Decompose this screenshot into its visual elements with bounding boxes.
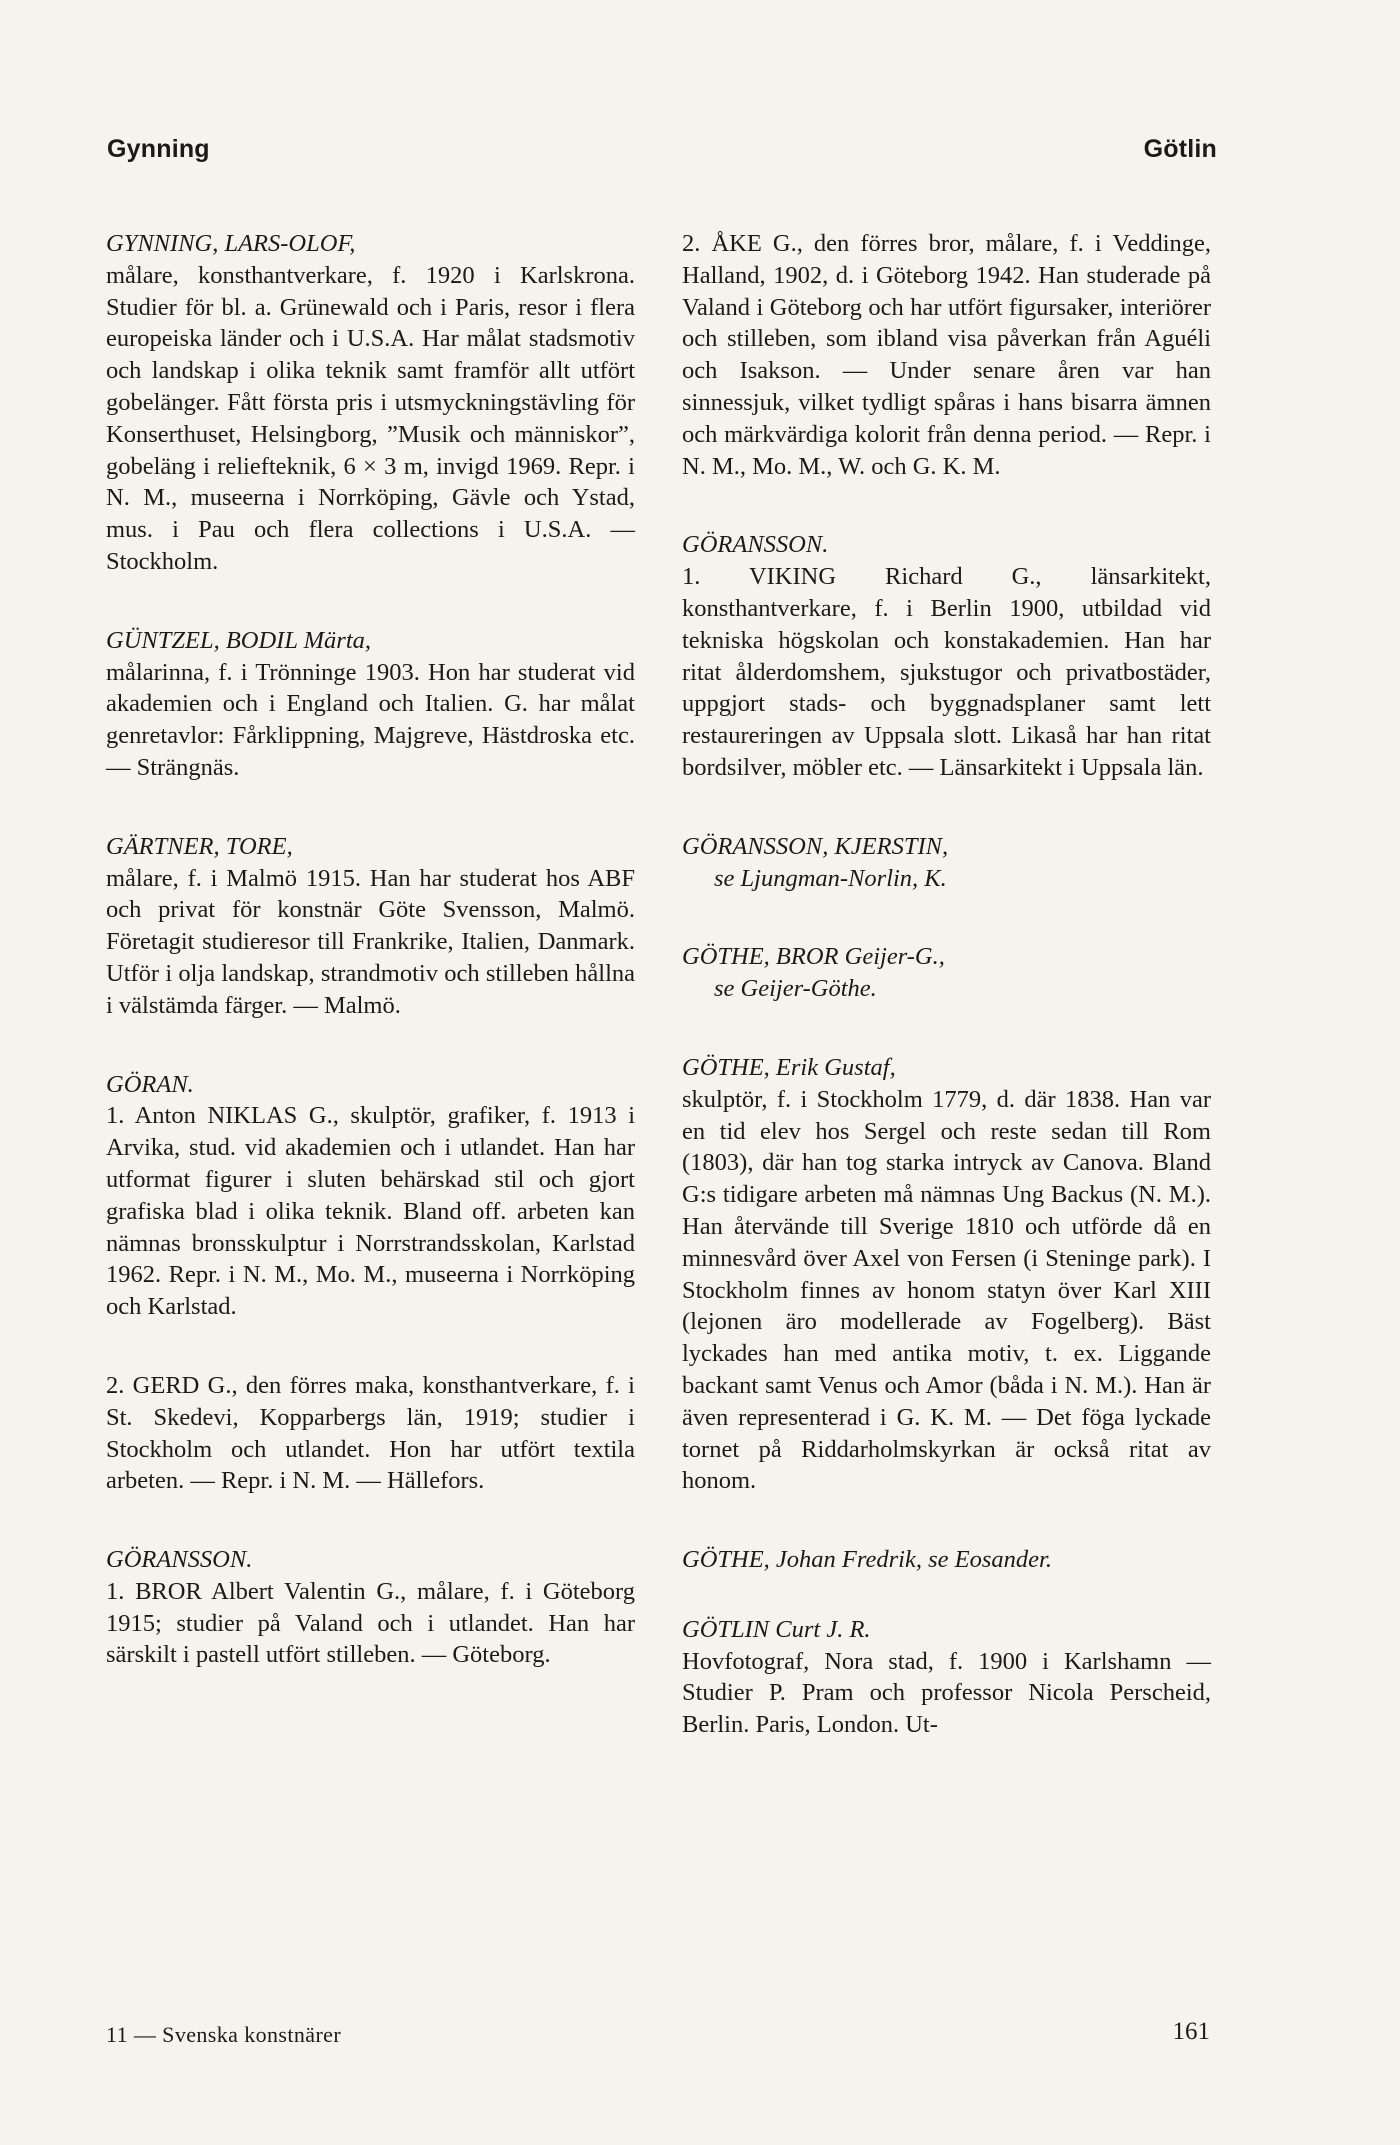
entry-goran-1: [106, 1069, 635, 1323]
entry-goransson-ake: [682, 228, 1211, 482]
entry-text: målare, konsthantverkare, f. 1920 i Karlskrona. Studier för bl. a. Grünewald och i Paris, resor i flera europeiska länder och i U.S.A. Har målat stadsmotiv och landskap i olika teknik samt framför allt utfört gobelänger. Fått första pris i utsmyckningstävling för Konserthuset, Helsingborg, ”Musik och människor”, gobeläng i reliefteknik, 6 × 3 m, invigd 1969. Repr. i N. M., museerna i Norrköping, Gävle och Ystad, mus. i Pau och flera collections i U.S.A. — Stockholm.: [106, 261, 635, 575]
entry-heading: GÖRANSSON, KJERSTIN,: [682, 832, 949, 860]
entry-heading: GÄRTNER, TORE,: [106, 832, 293, 860]
entry-gotlin: [682, 1614, 1211, 1741]
entry-heading: GYNNING, LARS-OLOF,: [106, 230, 356, 257]
entry-heading: GÖTHE, Erik Gustaf,: [682, 1053, 896, 1081]
entry-goran-2: [106, 1370, 635, 1497]
entry-guntzel: [106, 625, 635, 784]
running-head-left: Gynning: [107, 135, 210, 163]
entry-text: 2. GERD G., den förres maka, konsthantverkare, f. i St. Skedevi, Kopparbergs län, 1919; studier i Stockholm och utlandet. Hon har utfört textila arbeten. — Repr. i N. M. — Hällefors.: [106, 1371, 635, 1495]
entry-gothe-johan: [682, 1544, 1211, 1576]
entry-heading: GÖTHE, BROR Geijer-G.,: [682, 943, 945, 971]
entry-heading: GÖRANSSON.: [682, 531, 829, 559]
entry-gothe-erik: [682, 1052, 1211, 1497]
entry-goransson-bror: [106, 1544, 635, 1671]
entry-goransson-viking: [682, 529, 1211, 783]
right-column: [682, 228, 1211, 1741]
running-head-right: Götlin: [1143, 135, 1217, 163]
entry-text: målare, f. i Malmö 1915. Han har studerat hos ABF och privat för konstnär Göte Svensson, Malmö. Företagit studieresor till Frankrike, Italien, Danmark. Utför i olja landskap, strandmotiv och stilleben hållna i välstämda färger. — Malmö.: [106, 864, 635, 1019]
entry-heading: GÖTLIN Curt J. R.: [682, 1615, 871, 1643]
entry-goransson-kjerstin: [682, 831, 1211, 895]
entry-text: Hovfotograf, Nora stad, f. 1900 i Karlshamn — Studier P. Pram och professor Nicola Perscheid, Berlin. Paris, London. Ut-: [682, 1647, 1211, 1739]
entry-gynning: [106, 228, 635, 578]
entry-text: 2. ÅKE G., den förres bror, målare, f. i Veddinge, Halland, 1902, d. i Göteborg 1942. Han studerade på Valand i Göteborg och har utfört figursaker, interiörer och stilleben, som ibland visa påverkan från Aguéli och Isakson. — Under senare åren var han sinnessjuk, vilket tydligt spåras i hans bisarra ämnen och märkvärdiga kolorit från denna period. — Repr. i N. M., Mo. M., W. och G. K. M.: [682, 230, 1211, 480]
entry-text: 1. VIKING Richard G., länsarkitekt, konsthantverkare, f. i Berlin 1900, utbildad vid tekniska högskolan och konstakademien. Han har ritat ålderdomshem, sjukstugor och privatbostäder, uppgjort stads- och byggnadsplaner samt lett restaureringen av Uppsala slott. Likaså har han ritat bordsilver, möbler etc. — Länsarkitekt i Uppsala län.: [682, 563, 1211, 781]
entry-heading: GÜNTZEL, BODIL Märta,: [106, 626, 372, 654]
entry-gothe-bror: [682, 941, 1211, 1005]
entry-heading: GÖTHE, Johan Fredrik, se Eosander.: [682, 1546, 1052, 1574]
entry-text: skulptör, f. i Stockholm 1779, d. där 1838. Han var en tid elev hos Sergel och reste sedan till Rom (1803), där han tog starka intryck av Canova. Bland G:s tidigare arbeten må nämnas Ung Backus (N. M.). Han återvände till Sverige 1810 och utförde då en minnesvård över Axel von Fersen (i Steninge park). I Stockholm finnes av honom statyn över Karl XIII (lejonen äro modellerade av Fogelberg). Bäst lyckades han med antika motiv, t. ex. Liggande backant samt Venus och Amor (båda i N. M.). Han är även representerad i G. K. M. — Det föga lyckade tornet på Riddarholmskyrkan är också ritat av honom.: [682, 1085, 1211, 1495]
footer-signature: 11 — Svenska konstnärer: [106, 2022, 342, 2047]
entry-heading: GÖRAN.: [106, 1070, 194, 1098]
left-column: [106, 228, 635, 1671]
entry-heading: GÖRANSSON.: [106, 1546, 253, 1574]
page-number: 161: [1172, 2018, 1210, 2045]
entry-text: se Geijer-Göthe.: [714, 975, 877, 1003]
entry-text: 1. BROR Albert Valentin G., målare, f. i Göteborg 1915; studier på Valand och i utlandet. Han har särskilt i pastell utfört stilleben. — Göteborg.: [106, 1577, 635, 1669]
entry-text: 1. Anton NIKLAS G., skulptör, grafiker, f. 1913 i Arvika, stud. vid akademien och i utlandet. Han har utformat figurer i sluten behärskad stil och gjort grafiska blad i olika teknik. Bland off. arbeten kan nämnas bronsskulptur i Norrstrandsskolan, Karlstad 1962. Repr. i N. M., Mo. M., museerna i Norrköping och Karlstad.: [106, 1102, 635, 1321]
entry-gartner: [106, 831, 635, 1022]
entry-text: målarinna, f. i Trönninge 1903. Hon har studerat vid akademien och i England och Italien. G. har målat genretavlor: Fårklippning, Majgreve, Hästdroska etc. — Strängnäs.: [106, 658, 635, 781]
entry-text: se Ljungman-Norlin, K.: [714, 864, 947, 892]
